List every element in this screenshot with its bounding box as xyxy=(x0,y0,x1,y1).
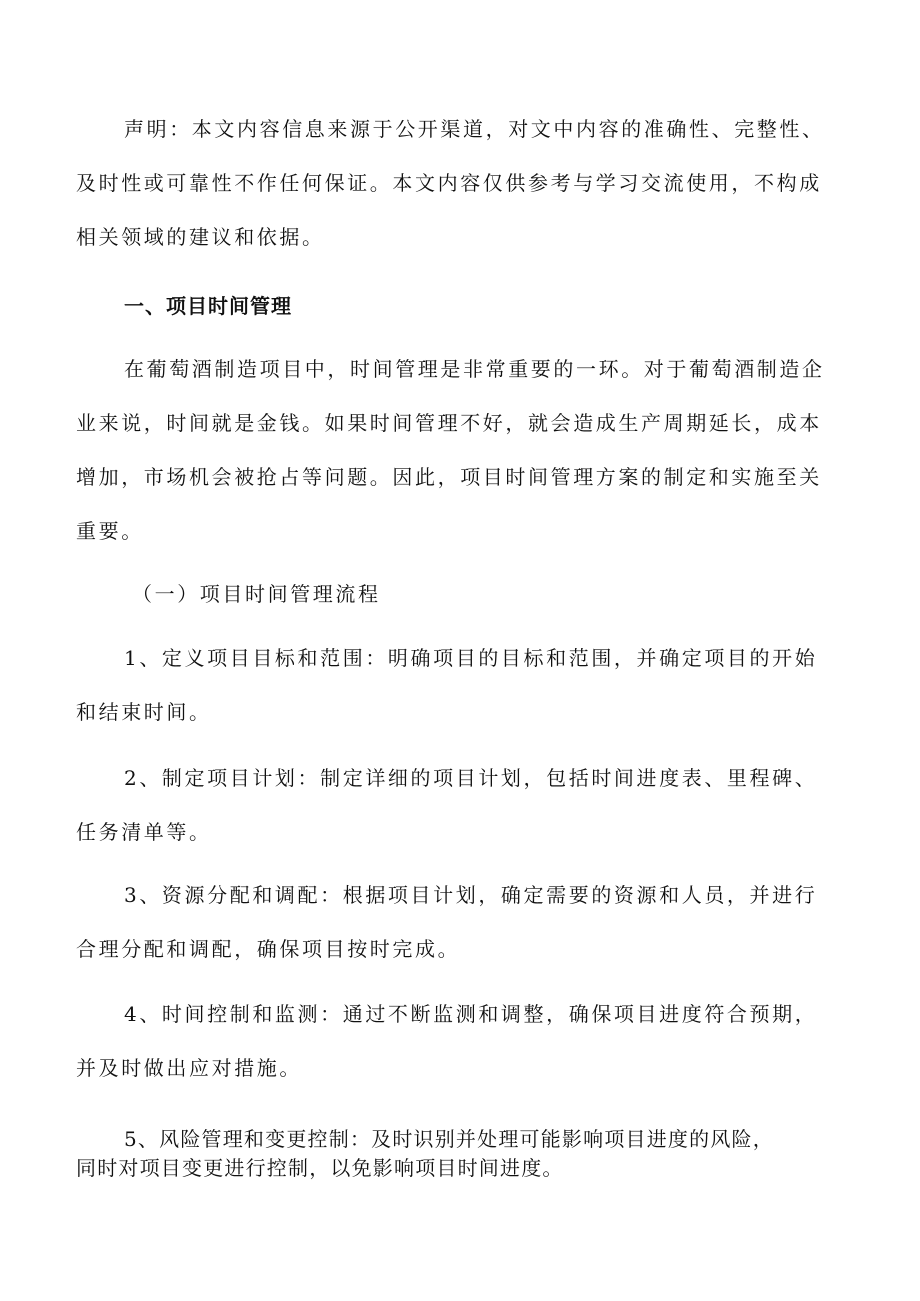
list-item-line: 任务清单等。 xyxy=(76,820,212,844)
disclaimer-line: 相关领域的建议和依据。 xyxy=(76,225,325,249)
list-item-line: 合理分配和调配，确保项目按时完成。 xyxy=(76,937,461,961)
disclaimer-line: 声明：本文内容信息来源于公开渠道，对文中内容的准确性、完整性、 xyxy=(124,117,825,141)
list-item-line: 5、风险管理和变更控制：及时识别并处理可能影响项目进度的风险， xyxy=(124,1127,774,1151)
intro-line: 增加，市场机会被抢占等问题。因此，项目时间管理方案的制定和实施至关 xyxy=(76,465,822,489)
intro-line: 重要。 xyxy=(76,519,144,543)
list-item-line: 4、时间控制和监测：通过不断监测和调整，确保项目进度符合预期， xyxy=(124,1002,818,1026)
list-item-line: 2、制定项目计划：制定详细的项目计划，包括时间进度表、里程碑、 xyxy=(124,766,818,790)
intro-line: 在葡萄酒制造项目中，时间管理是非常重要的一环。对于葡萄酒制造企 xyxy=(124,357,825,381)
list-item-line: 同时对项目变更进行控制，以免影响项目时间进度。 xyxy=(76,1156,564,1180)
disclaimer-line: 及时性或可靠性不作任何保证。本文内容仅供参考与学习交流使用，不构成 xyxy=(76,171,822,195)
intro-line: 业来说，时间就是金钱。如果时间管理不好，就会造成生产周期延长，成本 xyxy=(76,411,822,435)
section-heading: 一、项目时间管理 xyxy=(124,294,292,318)
list-item-line: 和结束时间。 xyxy=(76,700,212,724)
list-item-line: 1、定义项目目标和范围：明确项目的目标和范围，并确定项目的开始 xyxy=(124,646,818,670)
subheading: （一）项目时间管理流程 xyxy=(132,582,381,606)
list-item-line: 并及时做出应对措施。 xyxy=(76,1056,302,1080)
list-item-line: 3、资源分配和调配：根据项目计划，确定需要的资源和人员，并进行 xyxy=(124,883,818,907)
